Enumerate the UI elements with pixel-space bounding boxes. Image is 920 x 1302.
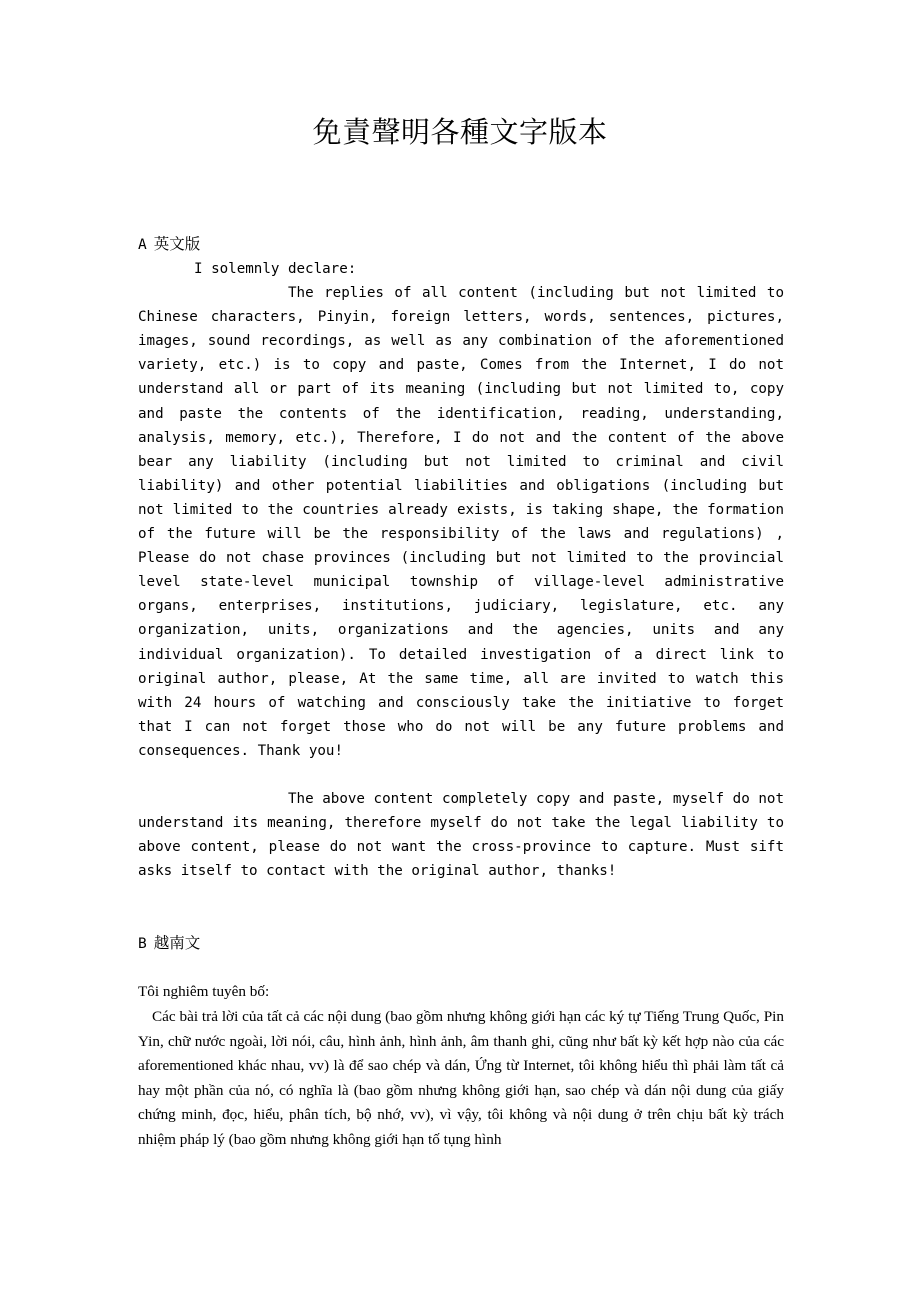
english-paragraph-2: The above content completely copy and paste, myself do not understand its meaning, therefore myself do not take the legal liability to above content, please do not want the cross-province to capture. Must sift asks itself to contact with the original author, thanks! xyxy=(138,790,784,880)
english-paragraph-1: The replies of all content (including but not limited to Chinese characters, Pinyin, foreign letters, words, sentences, pictures, images, sound recordings, as well as any combination of the aforementioned variety, etc.) is to copy and paste, Comes from the Internet, I do not understand all or part of its meaning (including but not limited to, copy and paste the contents of the identification, reading, understanding, analysis, memory, etc.), Therefore, I do not and the content of the above bear any liability (including but not limited to criminal and civil liability) and other potential liabilities and obligations (including but not limited to the countries already exists, is taking shape, the formation of the future will be the responsibility of the laws and regulations) , Please do not chase provinces (including but not limited to the provincial level state-level municipal township of village-level administrative organs, enterprises, institutions, judiciary, legislature, etc. any organization, units, organizations and the agencies, units and any individual organization). To detailed investigation of a direct link to original author, please, At the same time, all are invited to watch this with 24 hours of watching and consciously take the initiative to forget that I can not forget those who do not will be any future problems and consequences. Thank you! xyxy=(138,285,784,759)
section-label-english: 英文版 xyxy=(153,235,201,253)
vietnamese-declare-line: Tôi nghiêm tuyên bố: xyxy=(138,983,270,1001)
section-letter-a: A xyxy=(138,237,147,253)
vietnamese-paragraph-1: Các bài trả lời của tất cả các nội dung (bao gồm nhưng không giới hạn các ký tự Tiếng Trung Quốc, Pin Yin, chữ nước ngoài, lời nói, câu, hình ảnh, hình ảnh, âm thanh ghi, cũng như bất kỳ kết hợp nào của các aforementioned khác nhau, vv) là để sao chép và dán, Ứng từ Internet, tôi không hiểu thì phải làm tất cả hay một phần của nó, có nghĩa là (bao gồm nhưng không giới hạn, sao chép và dán nội dung của giấy chứng minh, đọc, hiểu, phân tích, bộ nhớ, vv), vì vậy, tôi không và nội dung ở trên chịu bất kỳ trách nhiệm pháp lý (bao gồm nhưng không giới hạn tố tụng hình xyxy=(138,1007,784,1148)
section-heading-english xyxy=(138,232,784,257)
page-title: 免責聲明各種文字版本 xyxy=(312,115,608,149)
section-letter-b: B xyxy=(138,936,147,953)
vietnamese-heading-gap xyxy=(138,956,784,980)
document-body xyxy=(138,232,784,1153)
section-gap xyxy=(138,883,784,931)
paragraph-gap xyxy=(138,763,784,787)
section-label-vietnamese: 越南文 xyxy=(153,934,201,953)
section-heading-vietnamese xyxy=(138,931,784,956)
english-declare-line: I solemnly declare: xyxy=(194,261,357,277)
